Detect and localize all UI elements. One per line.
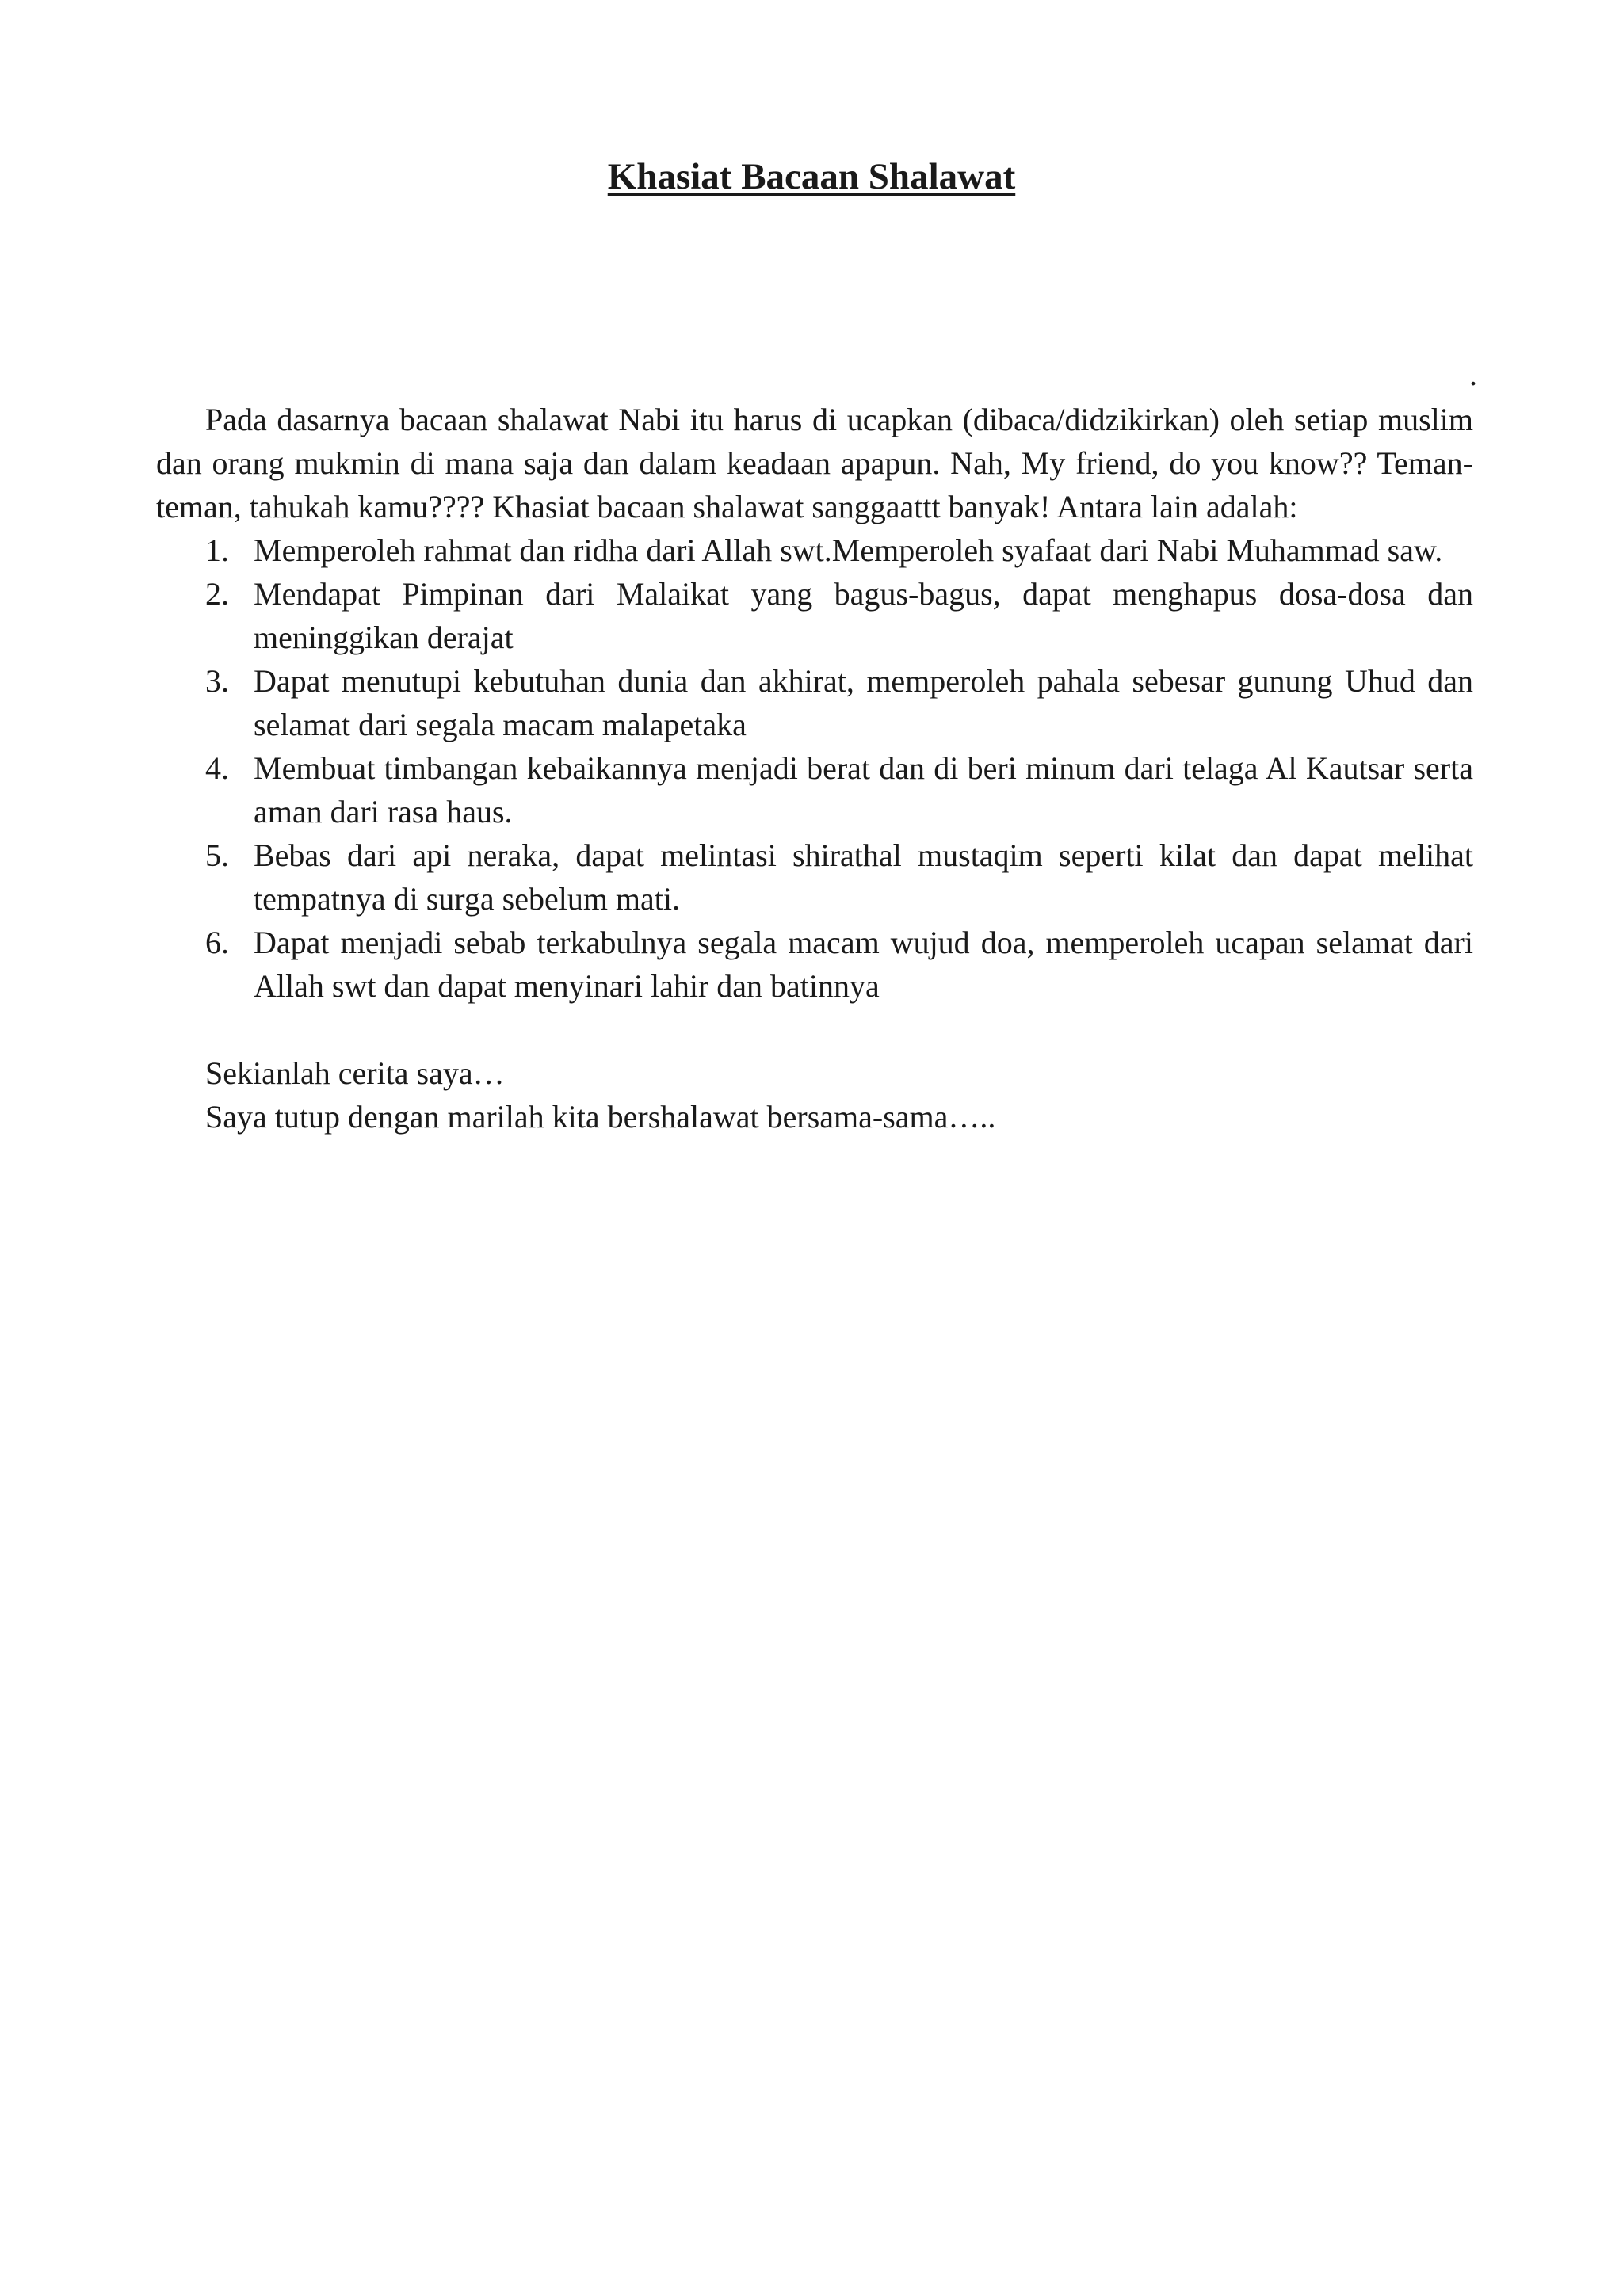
list-number: 2. [205,576,229,612]
list-item-text: Mendapat Pimpinan dari Malaikat yang bagus-bagus, dapat menghapus dosa-dosa dan meninggikan derajat [254,576,1473,655]
list-number: 1. [205,532,229,568]
list-item [156,572,1473,659]
list-number: 5. [205,837,229,873]
list-item [156,528,1473,572]
closing-section [156,1051,1473,1138]
list-item [156,921,1473,1008]
list-item-text: Dapat menutupi kebutuhan dunia dan akhirat, memperoleh pahala sebesar gunung Uhud dan selamat dari segala macam malapetaka [254,663,1473,742]
list-item-text: Dapat menjadi sebab terkabulnya segala macam wujud doa, memperoleh ucapan selamat dari Allah swt dan dapat menyinari lahir dan batinnya [254,925,1473,1004]
list-number: 6. [205,925,229,960]
list-item-text: Memperoleh rahmat dan ridha dari Allah swt.Memperoleh syafaat dari Nabi Muhammad saw. [254,532,1443,568]
list-item-text: Membuat timbangan kebaikannya menjadi berat dan di beri minum dari telaga Al Kautsar serta aman dari rasa haus. [254,750,1473,830]
closing-line: Sekianlah cerita saya… [205,1055,505,1091]
document-title: Khasiat Bacaan Shalawat [607,156,1016,197]
list-number: 4. [205,750,229,786]
list-item [156,833,1473,921]
intro-paragraph: Pada dasarnya bacaan shalawat Nabi itu harus di ucapkan (dibaca/didzikirkan) oleh setiap muslim dan orang mukmin di mana saja dan dalam keadaan apapun. Nah, My friend, do you know?? Teman-teman, tahukah kamu???? Khasiat bacaan shalawat sanggaattt banyak! Antara lain adalah: [156,402,1473,524]
benefits-list [156,528,1473,1008]
list-item [156,659,1473,746]
list-number: 3. [205,663,229,699]
closing-line: Saya tutup dengan marilah kita bershalawat bersama-sama….. [205,1099,996,1135]
list-item [156,746,1473,833]
document-body [156,398,1473,1138]
list-item-text: Bebas dari api neraka, dapat melintasi shirathal mustaqim seperti kilat dan dapat melihat tempatnya di surga sebelum mati. [254,837,1473,917]
stray-mark: . [1469,357,1477,392]
